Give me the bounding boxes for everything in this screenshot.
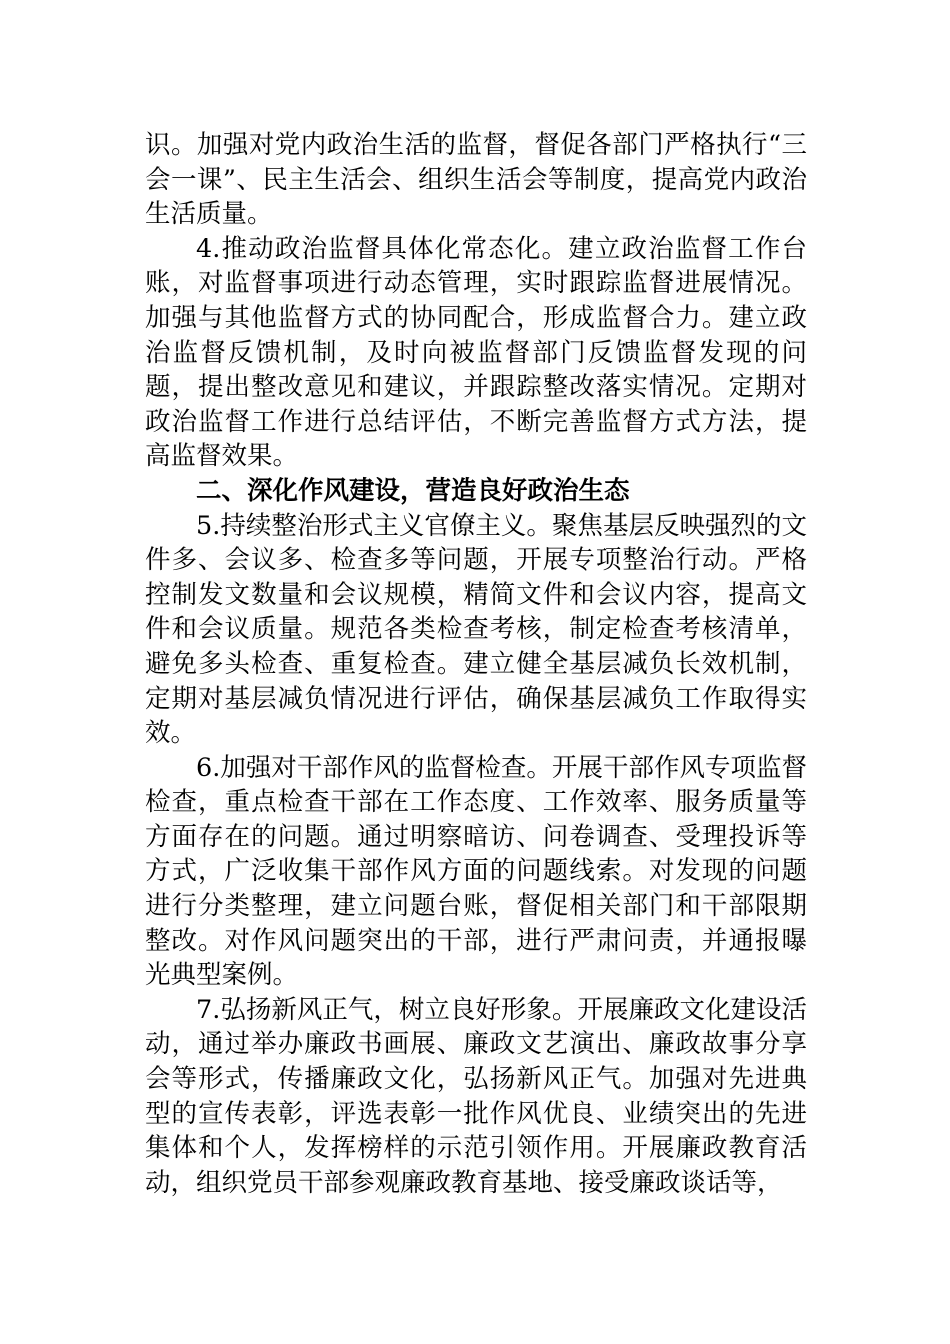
section-heading-2: 二、深化作风建设，营造良好政治生态: [196, 475, 630, 506]
paragraph-item-5: 5.持续整治形式主义官僚主义。聚焦基层反映强烈的文件多、会议多、检查多等问题，开展专项整治行动。严格控制发文数量和会议规模，精简文件和会议内容，提高文件和会议质量。规范各类检查考核，制定检查考核清单，避免多头检查、重复检查。建立健全基层减负长效机制，定期对基层减负情况进行评估，确保基层减负工作取得实效。: [145, 510, 807, 749]
paragraph-continuation: 识。加强对党内政治生活的监督，督促各部门严格执行“三会一课”、民主生活会、组织生活会等制度，提高党内政治生活质量。: [145, 130, 807, 230]
paragraph-item-7: 7.弘扬新风正气，树立良好形象。开展廉政文化建设活动，通过举办廉政书画展、廉政文艺演出、廉政故事分享会等形式，传播廉政文化，弘扬新风正气。加强对先进典型的宣传表彰，评选表彰一批作风优良、业绩突出的先进集体和个人，发挥榜样的示范引领作用。开展廉政教育活动，组织党员干部参观廉政教育基地、接受廉政谈话等，: [145, 994, 807, 1198]
document-body: [145, 128, 807, 1200]
paragraph-item-6: 6.加强对干部作风的监督检查。开展干部作风专项监督检查，重点检查干部在工作态度、工作效率、服务质量等方面存在的问题。通过明察暗访、问卷调查、受理投诉等方式，广泛收集干部作风方面的问题线索。对发现的问题进行分类整理，建立问题台账，督促相关部门和干部限期整改。对作风问题突出的干部，进行严肃问责，并通报曝光典型案例。: [145, 752, 807, 991]
paragraph-item-4: 4.推动政治监督具体化常态化。建立政治监督工作台账，对监督事项进行动态管理，实时跟踪监督进展情况。加强与其他监督方式的协同配合，形成监督合力。建立政治监督反馈机制，及时向被监督部门反馈监督发现的问题，提出整改意见和建议，并跟踪整改落实情况。定期对政治监督工作进行总结评估，不断完善监督方式方法，提高监督效果。: [145, 233, 807, 472]
